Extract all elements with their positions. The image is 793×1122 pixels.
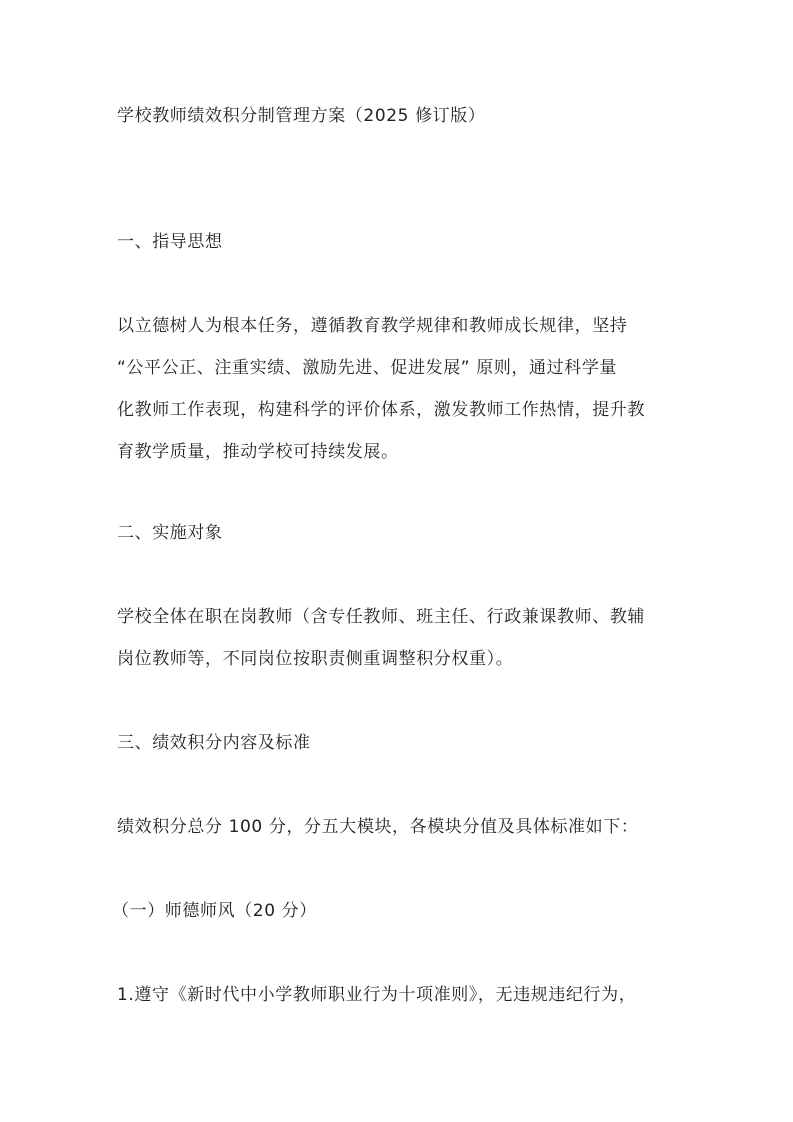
subsection-heading-ethics: （一）师德师风（20 分） xyxy=(112,901,317,921)
paragraph-line: 育教学质量，推动学校可持续发展。 xyxy=(117,442,399,462)
section-paragraph-guiding-ideology xyxy=(117,314,687,482)
section-paragraph-target xyxy=(117,605,687,689)
paragraph-line: 岗位教师等，不同岗位按职责侧重调整积分权重）。 xyxy=(117,649,514,669)
paragraph-line: 以立德树人为根本任务，遵循教育教学规律和教师成长规律，坚持 xyxy=(117,316,628,336)
section-heading-standards: 三、绩效积分内容及标准 xyxy=(117,733,311,753)
paragraph-line: 化教师工作表现，构建科学的评价体系，激发教师工作热情，提升教 xyxy=(117,400,645,420)
document-title: 学校教师绩效积分制管理方案（2025 修订版） xyxy=(117,106,486,126)
list-item-ethics-1: 1.遵守《新时代中小学教师职业行为十项准则》，无违规违纪行为， xyxy=(117,985,637,1005)
section-paragraph-standards: 绩效积分总分 100 分，分五大模块，各模块分值及具体标准如下： xyxy=(117,817,639,837)
section-heading-guiding-ideology: 一、指导思想 xyxy=(117,232,223,252)
section-heading-target: 二、实施对象 xyxy=(117,523,223,543)
paragraph-line: 学校全体在职在岗教师（含专任教师、班主任、行政兼课教师、教辅 xyxy=(117,607,645,627)
paragraph-line: “公平公正、注重实绩、激励先进、促进发展” 原则，通过科学量 xyxy=(117,358,618,378)
